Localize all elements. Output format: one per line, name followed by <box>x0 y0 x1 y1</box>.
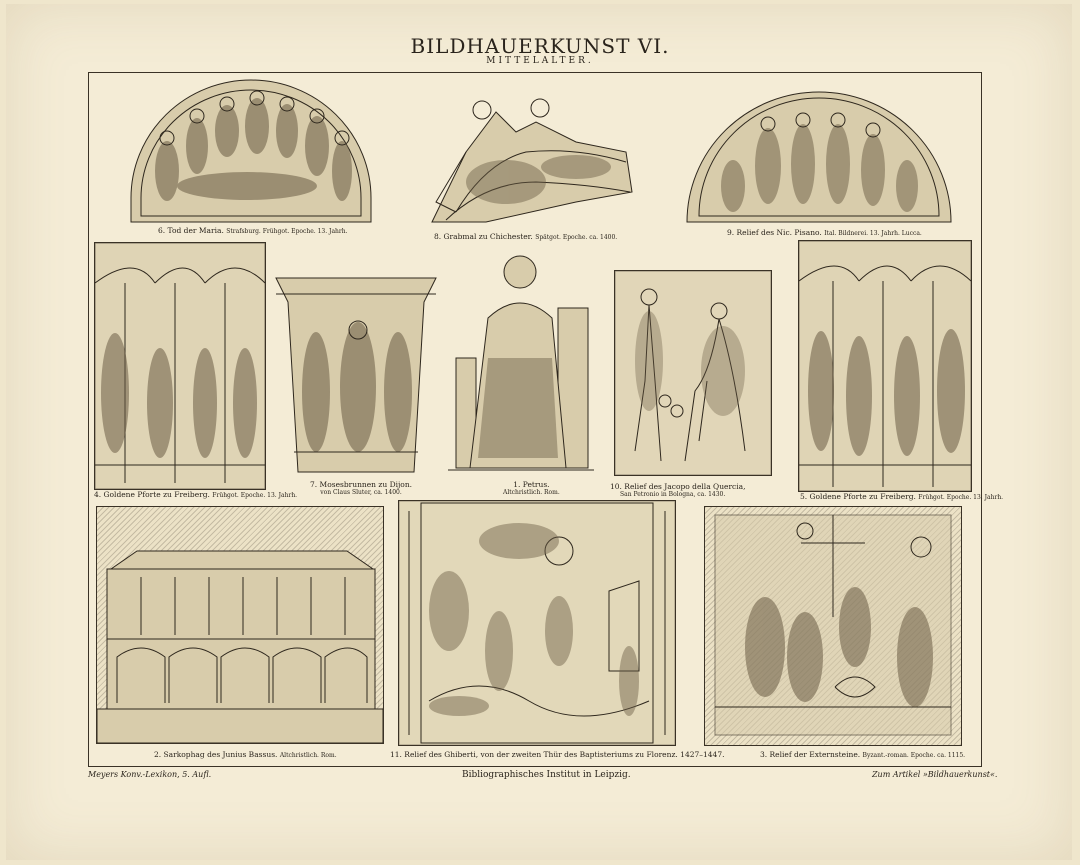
caption-detail: Altchristlich. Rom. <box>279 752 337 759</box>
footer-article-reference: Zum Artikel »Bildhauerkunst«. <box>872 770 998 779</box>
caption-title: 8. Grabmal zu Chichester. <box>434 232 533 241</box>
illustration-petrus <box>448 248 594 474</box>
caption-detail: Ital. Bildnerei. 13. Jahrh. Lucca. <box>824 230 922 237</box>
caption-detail: San Petronio in Bologna, ca. 1430. <box>620 491 726 498</box>
illustration-relief-externsteine <box>704 506 962 746</box>
caption-title: 3. Relief der Externsteine. <box>760 750 861 759</box>
caption-title: 10. Relief des Jacopo della Quercia, <box>610 482 746 491</box>
footer-publisher: Bibliographisches Institut in Leipzig. <box>462 770 631 780</box>
footer-publication: Meyers Konv.-Lexikon, 5. Aufl. <box>88 770 212 779</box>
illustration-relief-quercia <box>614 270 772 476</box>
caption-mosesbrunnen <box>310 480 412 496</box>
illustration-relief-ghiberti <box>398 500 676 746</box>
caption-relief-pisano <box>727 228 922 237</box>
illustration-goldene-pforte-left <box>94 242 266 490</box>
caption-title: 1. Petrus. <box>513 480 550 489</box>
caption-detail: Spätgot. Epoche. ca. 1400. <box>535 234 618 241</box>
caption-title: 2. Sarkophag des Junius Bassus. <box>154 750 278 759</box>
caption-grabmal-chichester <box>434 232 617 241</box>
caption-detail: Frühgot. Epoche. 13. Jahrh. <box>212 492 298 499</box>
illustration-relief-pisano <box>683 86 955 226</box>
illustration-tod-der-maria <box>127 76 375 224</box>
caption-title: 11. Relief des Ghiberti, von der zweiten Thür des Baptisteriums zu Florenz. <box>390 750 678 759</box>
caption-petrus <box>503 480 560 496</box>
caption-relief-ghiberti <box>390 750 724 759</box>
caption-tod-der-maria <box>158 226 348 235</box>
caption-detail: 1427–1447. <box>680 750 725 759</box>
illustration-goldene-pforte-right <box>798 240 972 492</box>
caption-detail: Strafsburg. Frühgot. Epoche. 13. Jahrh. <box>226 228 348 235</box>
caption-title: 5. Goldene Pforte zu Freiberg. <box>800 492 916 501</box>
caption-goldene-pforte-left <box>94 490 297 499</box>
plate-title: BILDHAUERKUNST VI. <box>410 34 670 58</box>
caption-detail: Altchristlich. Rom. <box>503 489 560 496</box>
illustration-sarkophag-bassus <box>96 506 384 744</box>
caption-detail: von Claus Sluter, ca. 1400. <box>320 489 402 496</box>
caption-title: 6. Tod der Maria. <box>158 226 224 235</box>
caption-relief-externsteine <box>760 750 965 759</box>
caption-goldene-pforte-right <box>800 492 1003 501</box>
caption-title: 4. Goldene Pforte zu Freiberg. <box>94 490 210 499</box>
illustration-mosesbrunnen <box>274 272 438 476</box>
caption-title: 9. Relief des Nic. Pisano. <box>727 228 822 237</box>
caption-relief-quercia <box>610 482 746 498</box>
illustration-grabmal-chichester <box>426 92 638 228</box>
caption-detail: Byzant.-roman. Epoche. ca. 1115. <box>862 752 966 759</box>
plate-subtitle: MITTELALTER. <box>486 56 594 66</box>
caption-sarkophag-bassus <box>154 750 337 759</box>
caption-title: 7. Mosesbrunnen zu Dijon. <box>310 480 413 489</box>
caption-detail: Frühgot. Epoche. 13. Jahrh. <box>918 494 1004 501</box>
